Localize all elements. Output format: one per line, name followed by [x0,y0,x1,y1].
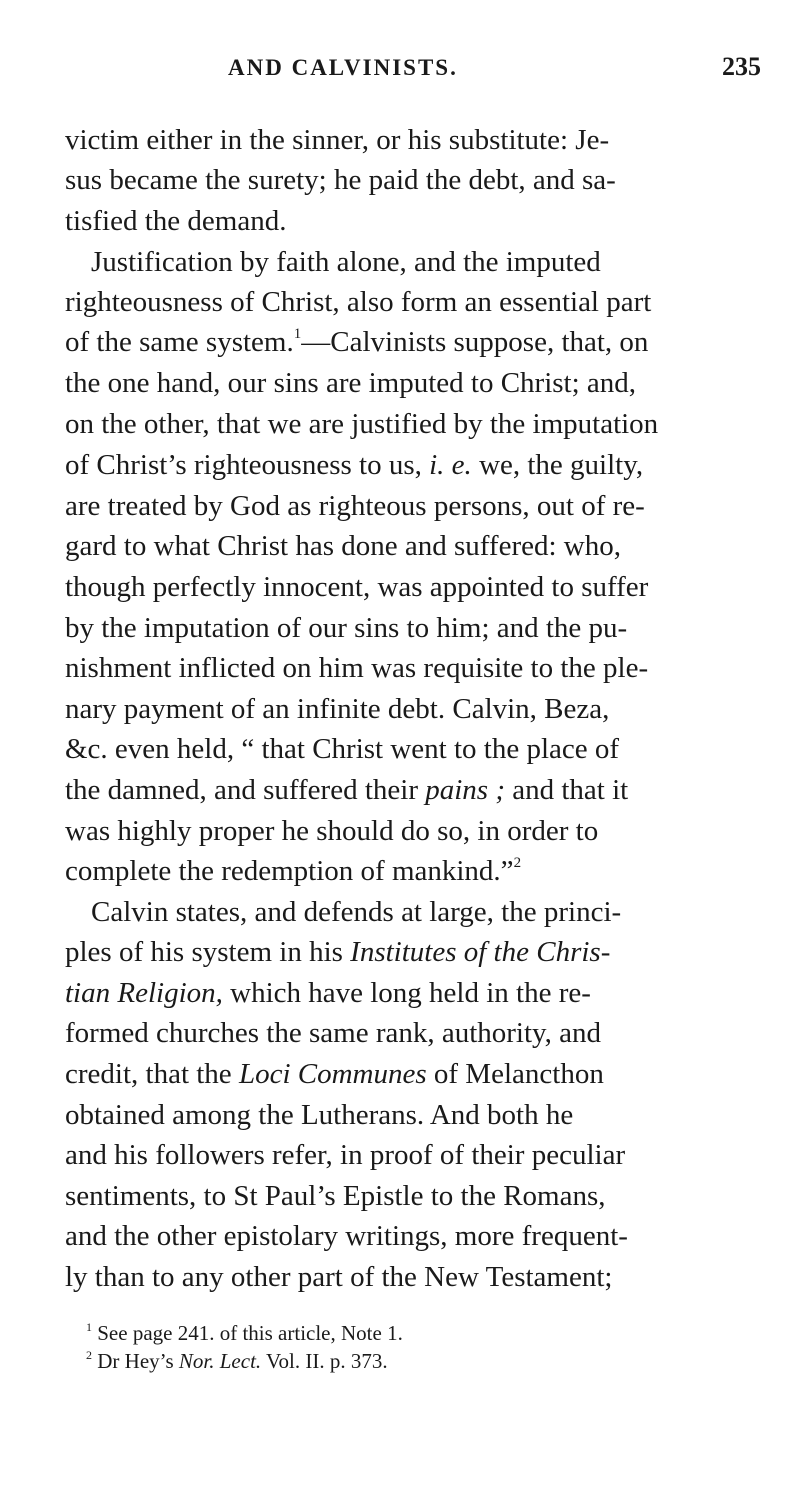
text-line: &c. even held, “ that Christ went to the place of [65,733,620,765]
text-line: ples of his system in his Institutes of the Chris- [65,936,611,968]
text-line: sentiments, to St Paul’s Epistle to the Romans, [65,1180,606,1212]
text-line: sus became the surety; he paid the debt, and sa- [65,164,616,196]
text-line: though perfectly innocent, was appointed to suffer [65,571,649,603]
text-line: formed churches the same rank, authority, and [65,1017,602,1049]
text-line: tian Religion, which have long held in the re- [65,977,591,1009]
footnote-ref: 1 [293,326,302,342]
footnote-1: $^1$ See page 241. of this article, Note 1. [86,1320,403,1345]
text-line: righteousness of Christ, also form an essential part [65,286,652,318]
text-line: credit, that the Loci Communes of Melancthon [65,1058,604,1090]
text-line: the damned, and suffered their pains ; and that it [65,774,629,806]
text-line: and his followers refer, in proof of their peculiar [65,1139,626,1171]
running-head: AND CALVINISTS. [228,55,458,80]
text-line: gard to what Christ has done and suffered: who, [65,530,621,562]
text-line: Calvin states, and defends at large, the princi- [91,896,622,928]
text-line: the one hand, our sins are imputed to Christ; and, [65,367,637,399]
text-line: by the imputation of our sins to him; and the pu- [65,612,628,644]
text-line: are treated by God as righteous persons, out of re- [65,490,645,522]
text-line: of the same system.$^1$—Calvinists suppose, that, on [65,326,649,358]
text-line: victim either in the sinner, or his substitute: Je- [65,124,610,156]
footnote-ref: 2 [513,855,522,871]
page-number: 235 [722,52,761,81]
text-line: obtained among the Lutherans. And both he [65,1099,574,1131]
text-line: and the other epistolary writings, more frequent- [65,1220,628,1252]
text-line: tisfied the demand. [65,205,287,237]
footnote-2: $^2$ Dr Hey’s Nor. Lect. Vol. II. p. 373. [86,1348,388,1373]
text-line: ly than to any other part of the New Testament; [65,1261,613,1293]
text-line: Justification by faith alone, and the imputed [91,246,601,278]
text-line: was highly proper he should do so, in order to [65,815,599,847]
text-line: nishment inflicted on him was requisite to the ple- [65,652,649,684]
text-line: on the other, that we are justified by the imputation [65,408,659,440]
text-line: complete the redemption of mankind.”$^2$ [65,855,522,887]
text-line: nary payment of an infinite debt. Calvin, Beza, [65,693,610,725]
text-line: of Christ’s righteousness to us, i. e. we, the guilty, [65,449,644,481]
